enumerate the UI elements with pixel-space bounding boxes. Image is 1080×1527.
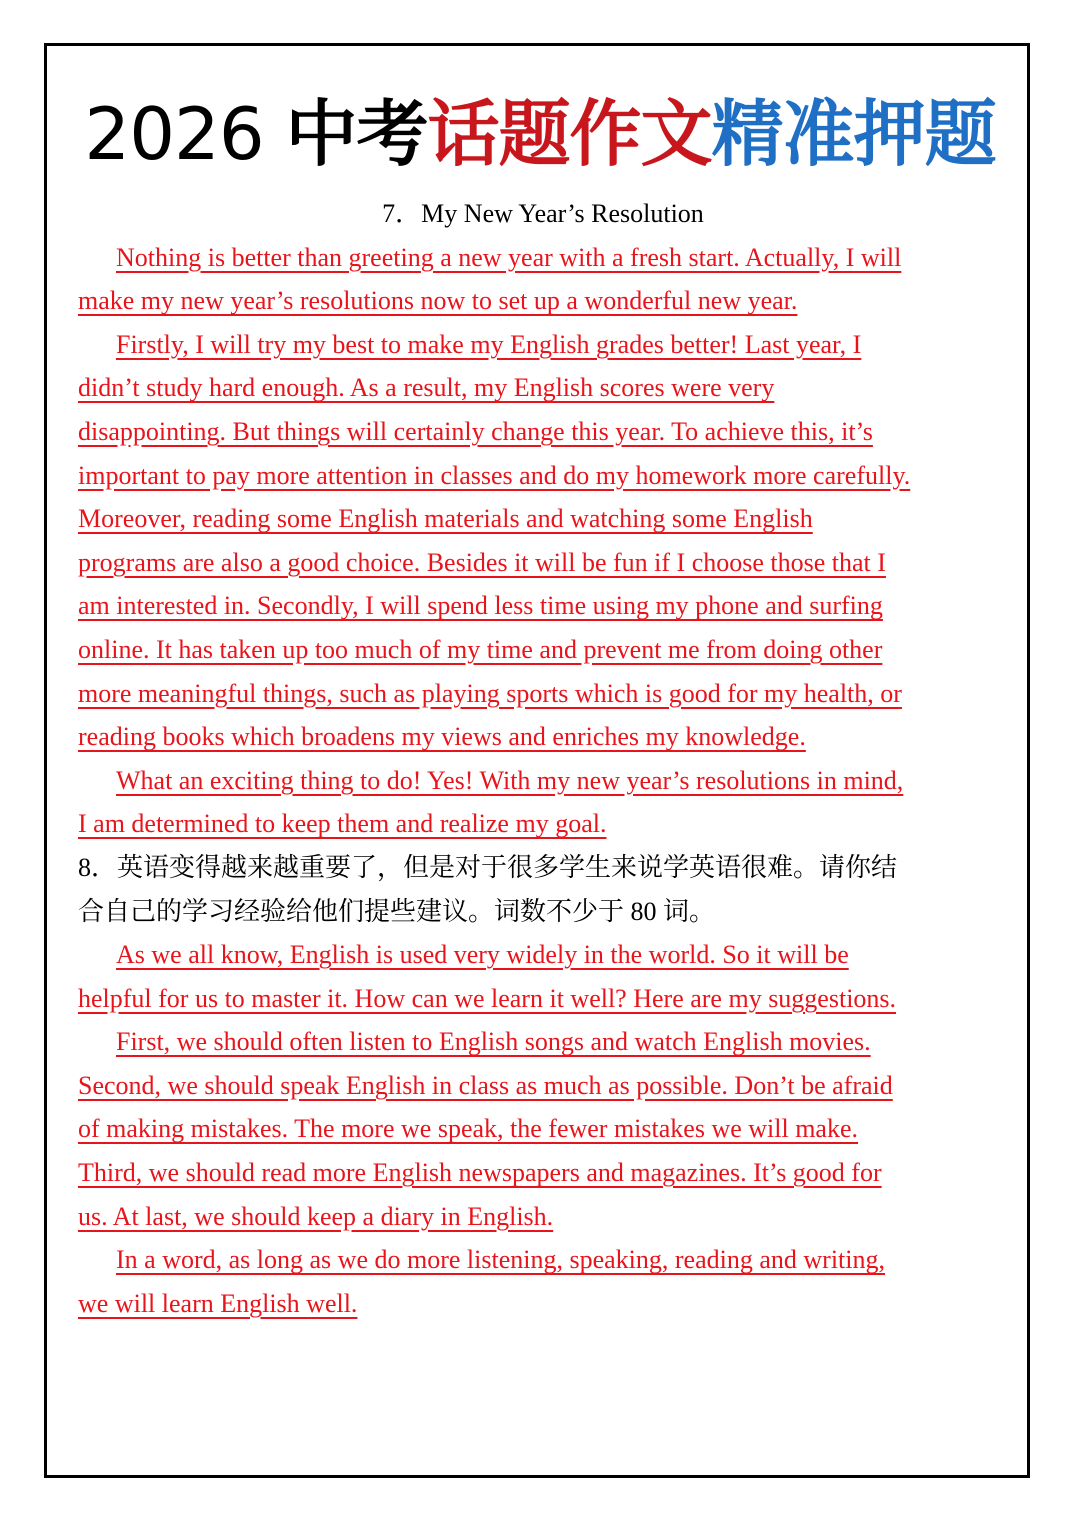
- essay-line: Firstly, I will try my best to make my English grades better! Last year, I: [116, 329, 862, 359]
- essay-line: I am determined to keep them and realize my goal.: [78, 809, 607, 839]
- essay-line: What an exciting thing to do! Yes! With my new year’s resolutions in mind,: [116, 765, 904, 795]
- essay-line: Second, we should speak English in class as much as possible. Don’t be afraid: [78, 1070, 893, 1100]
- title-year: 2026: [84, 92, 286, 176]
- essay-line: Moreover, reading some English materials and watching some English: [78, 504, 813, 534]
- essay-line: didn’t study hard enough. As a result, my English scores were very: [78, 373, 775, 403]
- essay-line: important to pay more attention in classes and do my homework more carefully.: [78, 460, 911, 490]
- essay-line: more meaningful things, such as playing sports which is good for my health, or: [78, 678, 902, 708]
- essay-line: As we all know, English is used very widely in the world. So it will be: [116, 940, 849, 970]
- essay-line: us. At last, we should keep a diary in English.: [78, 1201, 554, 1231]
- essay-line: Third, we should read more English newspapers and magazines. It’s good for: [78, 1158, 882, 1188]
- title-red: 话题作文: [427, 92, 712, 176]
- title-blue: 精准押题: [711, 92, 996, 176]
- content: [78, 192, 1008, 1325]
- essay-line: Nothing is better than greeting a new year with a fresh start. Actually, I will: [116, 242, 902, 272]
- essay-line: disappointing. But things will certainly change this year. To achieve this, it’s: [78, 416, 873, 446]
- section-8-prompt: 合自己的学习经验给他们提些建议。词数不少于 80 词。: [78, 896, 716, 926]
- title-black: 中考: [285, 92, 428, 176]
- essay-line: reading books which broadens my views and enriches my knowledge.: [78, 722, 806, 752]
- essay-line: In a word, as long as we do more listening, speaking, reading and writing,: [116, 1245, 885, 1275]
- section-8-prompt: 8．英语变得越来越重要了，但是对于很多学生来说学英语很难。请你结: [78, 852, 898, 882]
- essay-line: we will learn English well.: [78, 1288, 358, 1318]
- essay-line: of making mistakes. The more we speak, the fewer mistakes we will make.: [78, 1114, 859, 1144]
- essay-line: helpful for us to master it. How can we learn it well? Here are my suggestions.: [78, 983, 897, 1013]
- essay-line: online. It has taken up too much of my time and prevent me from doing other: [78, 634, 883, 664]
- essay-line: am interested in. Secondly, I will spend less time using my phone and surfing: [78, 591, 883, 621]
- essay-line: make my new year’s resolutions now to set up a wonderful new year.: [78, 286, 798, 316]
- essay-line: First, we should often listen to English songs and watch English movies.: [116, 1027, 871, 1057]
- essay-line: programs are also a good choice. Besides it will be fun if I choose those that I: [78, 547, 886, 577]
- section-7-heading: 7．My New Year’s Resolution: [382, 199, 704, 228]
- page-title: [0, 86, 1080, 182]
